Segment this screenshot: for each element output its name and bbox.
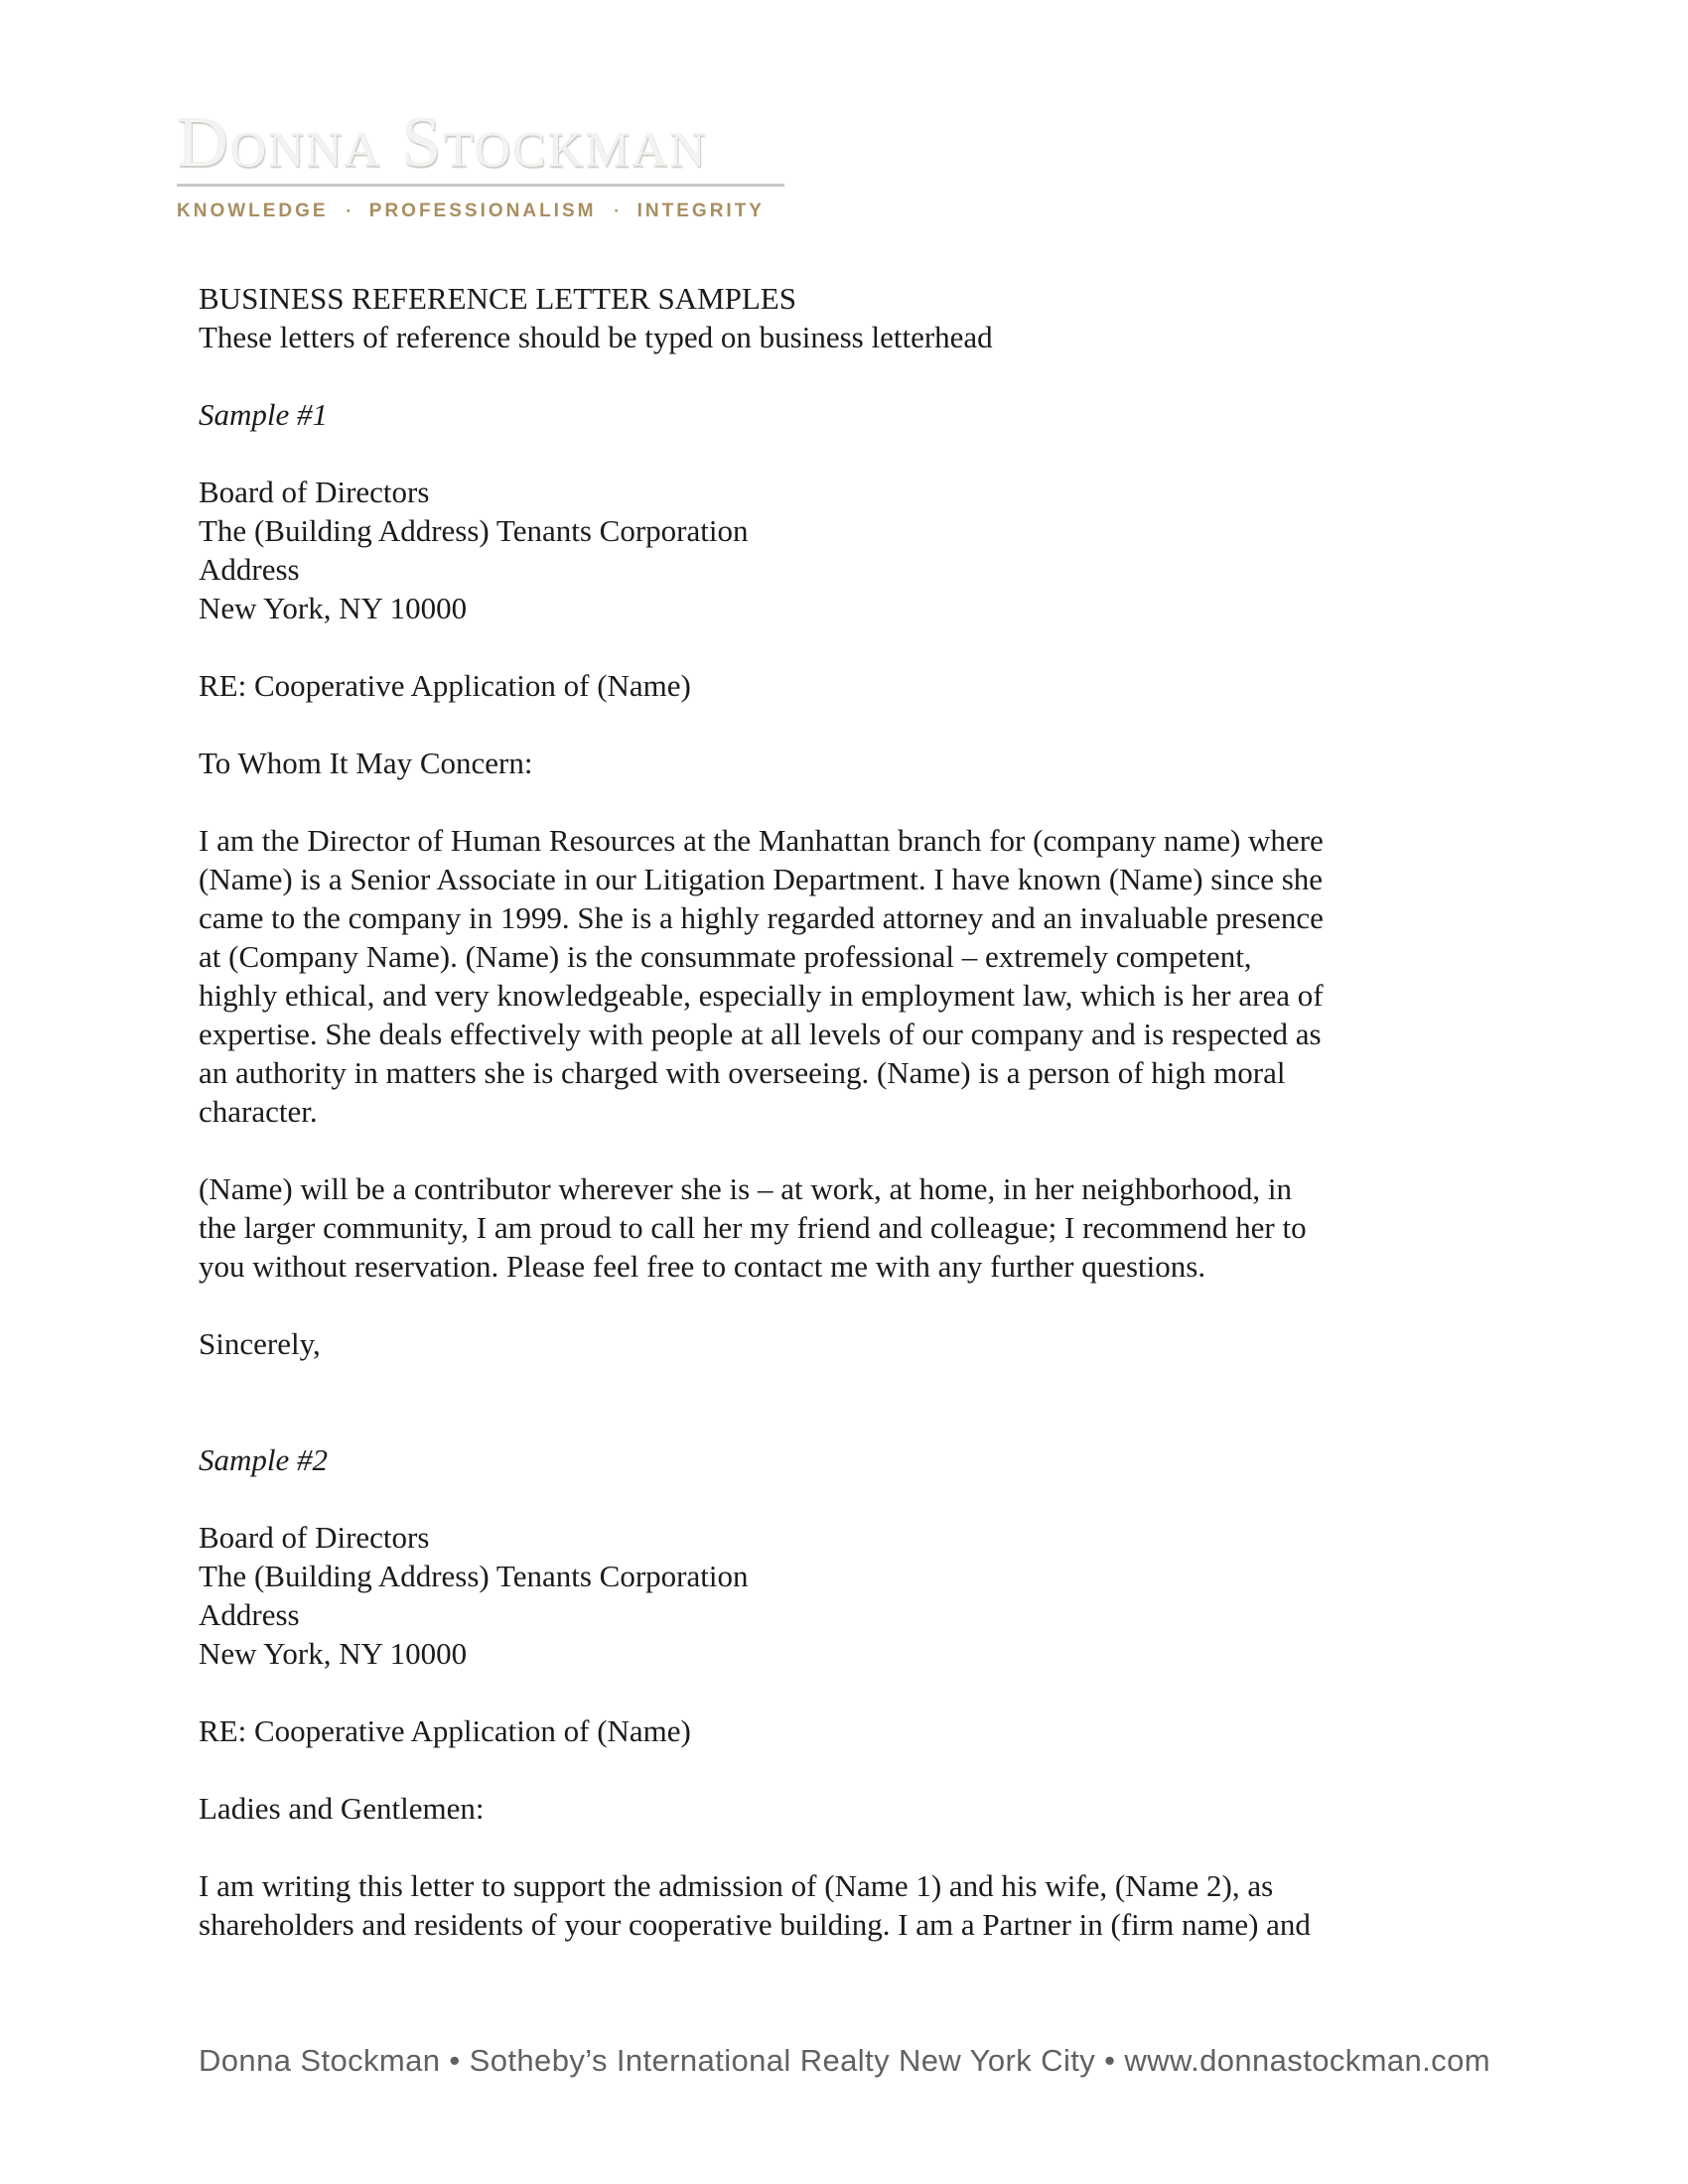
sample1-label: Sample #1 xyxy=(199,397,329,432)
address-line: Address xyxy=(199,1597,300,1632)
sample1-re-line: RE: Cooperative Application of (Name) xyxy=(199,668,691,703)
tagline-separator-icon: · xyxy=(346,202,352,220)
tagline-word-integrity: INTEGRITY xyxy=(636,201,765,221)
tagline-word-knowledge: KNOWLEDGE xyxy=(177,201,329,221)
logo-tagline xyxy=(177,201,765,222)
sample2-re-line: RE: Cooperative Application of (Name) xyxy=(199,1713,691,1748)
paragraph-line: I am the Director of Human Resources at the Manhattan branch for (company name) where xyxy=(199,823,1324,858)
paragraph-line: I am writing this letter to support the admission of (Name 1) and his wife, (Name 2), as xyxy=(199,1868,1274,1903)
logo-divider xyxy=(177,184,784,187)
logo-wordmark: Donna Stockman xyxy=(177,102,708,182)
address-line: Address xyxy=(199,552,300,587)
sample2-label: Sample #2 xyxy=(199,1442,329,1477)
tagline-separator-icon: · xyxy=(614,202,620,220)
letter-body xyxy=(199,279,1489,1944)
sample1-salutation: To Whom It May Concern: xyxy=(199,746,533,780)
sample1-address-block xyxy=(199,473,1489,627)
paragraph-line: an authority in matters she is charged with overseeing. (Name) is a person of high moral xyxy=(199,1055,1286,1090)
paragraph-line: came to the company in 1999. She is a highly regarded attorney and an invaluable presence xyxy=(199,900,1324,935)
page-footer xyxy=(199,2041,1489,2080)
address-line: New York, NY 10000 xyxy=(199,591,468,625)
paragraph-line: character. xyxy=(199,1094,318,1129)
paragraph-line: (Name) is a Senior Associate in our Litigation Department. I have known (Name) since she xyxy=(199,862,1324,896)
sample1-closing: Sincerely, xyxy=(199,1326,321,1361)
page-subtitle: These letters of reference should be typed on business letterhead xyxy=(199,320,993,354)
tagline-word-professionalism: PROFESSIONALISM xyxy=(368,201,597,221)
page-title: BUSINESS REFERENCE LETTER SAMPLES xyxy=(199,281,796,316)
address-line: Board of Directors xyxy=(199,475,430,509)
sample1-paragraph-2 xyxy=(199,1169,1489,1286)
address-line: The (Building Address) Tenants Corporation xyxy=(199,513,749,548)
footer-text: Donna Stockman • Sotheby’s International Realty New York City • www.donnastockman.com xyxy=(199,2043,1490,2078)
sample2-salutation: Ladies and Gentlemen: xyxy=(199,1791,485,1826)
paragraph-line: highly ethical, and very knowledgeable, especially in employment law, which is her area of xyxy=(199,978,1324,1013)
sample2-paragraph-1 xyxy=(199,1866,1489,1944)
address-line: Board of Directors xyxy=(199,1520,430,1555)
letterhead xyxy=(177,103,784,222)
paragraph-line: shareholders and residents of your cooperative building. I am a Partner in (firm name) and xyxy=(199,1907,1311,1942)
paragraph-line: at (Company Name). (Name) is the consummate professional – extremely competent, xyxy=(199,939,1252,974)
paragraph-line: you without reservation. Please feel free to contact me with any further questions. xyxy=(199,1249,1206,1284)
sample1-paragraph-1 xyxy=(199,821,1489,1131)
paragraph-line: the larger community, I am proud to call her my friend and colleague; I recommend her to xyxy=(199,1210,1307,1245)
paragraph-line: (Name) will be a contributor wherever she is – at work, at home, in her neighborhood, in xyxy=(199,1171,1293,1206)
address-line: The (Building Address) Tenants Corporation xyxy=(199,1559,749,1593)
address-line: New York, NY 10000 xyxy=(199,1636,468,1671)
sample2-address-block xyxy=(199,1518,1489,1673)
paragraph-line: expertise. She deals effectively with people at all levels of our company and is respected as xyxy=(199,1017,1322,1051)
